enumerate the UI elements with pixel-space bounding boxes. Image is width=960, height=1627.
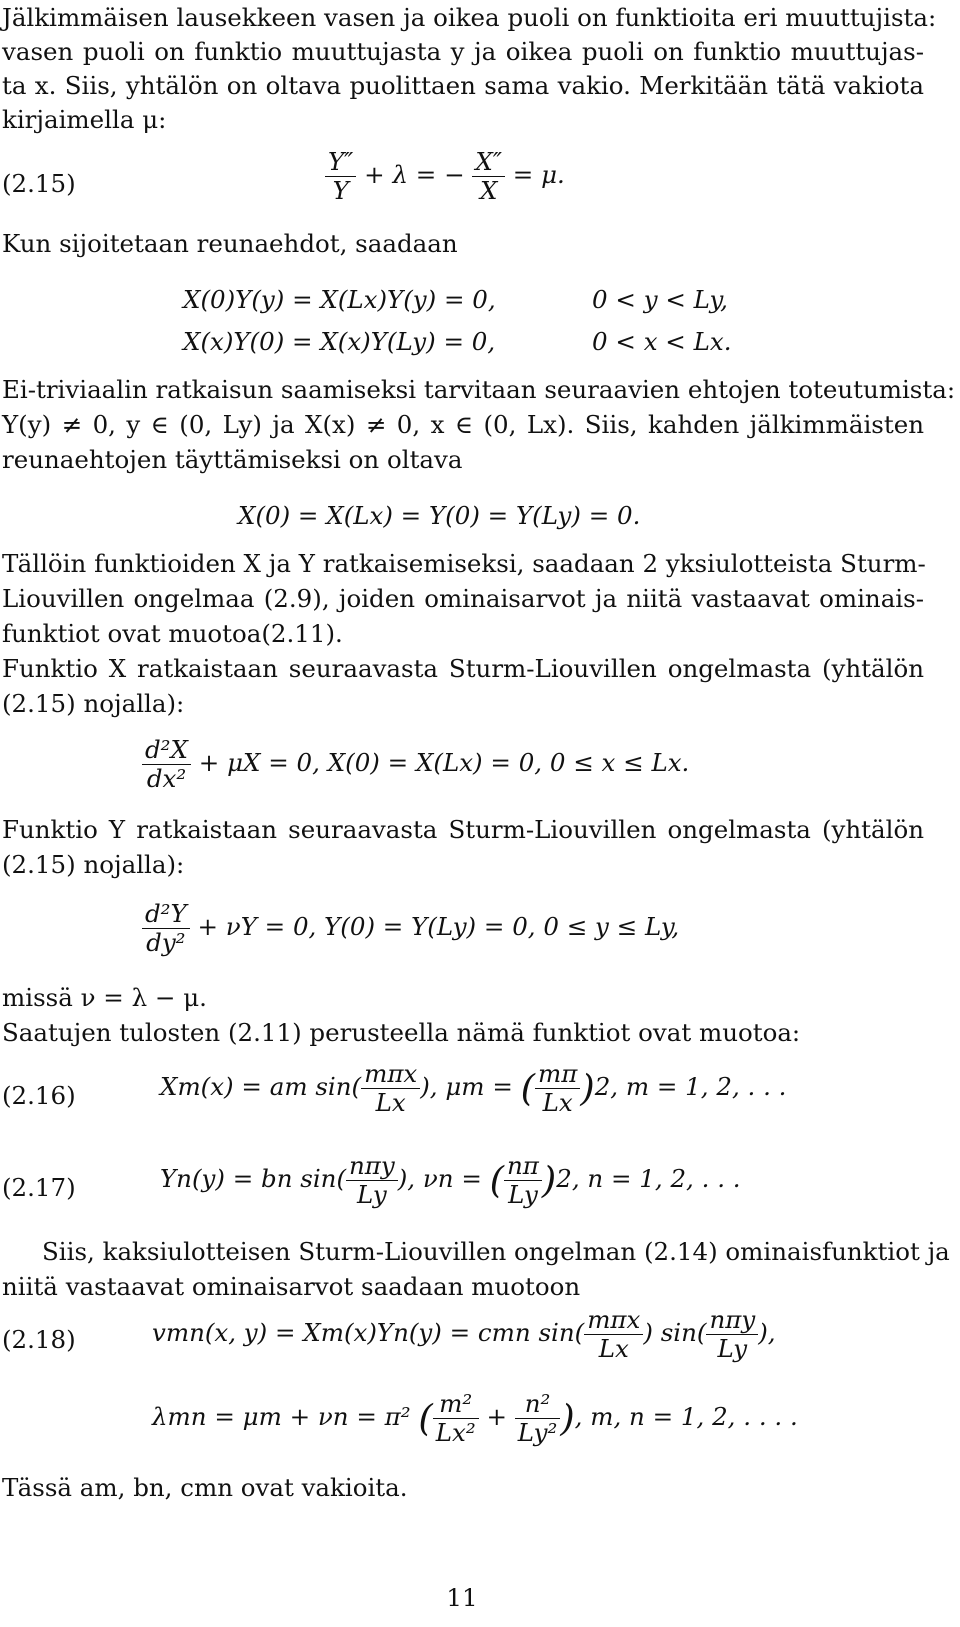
close-paren: ): [541, 1158, 557, 1202]
numerator: nπy: [706, 1306, 758, 1335]
equation-text: λmn = μm + νn = π²: [152, 1402, 411, 1432]
ode-y-equation: [142, 900, 679, 957]
paragraph-6-line-1: Funktio Y ratkaistaan seuraavasta Sturm-Liouvillen ongelmasta (yhtälön: [2, 815, 924, 844]
fraction-d2y-dy2: [142, 900, 190, 957]
paragraph-4-line-3: funktiot ovat muotoa(2.11).: [2, 619, 343, 648]
denominator: Lx: [598, 1334, 629, 1364]
close-paren: ): [560, 1396, 575, 1440]
fraction-npiy-over-ly: [346, 1152, 398, 1209]
paragraph-9-line-1: Siis, kaksiulotteisen Sturm-Liouvillen ongelman (2.14) ominaisfunktiot ja: [42, 1237, 950, 1266]
equation-text: Xm(x) = am sin(: [160, 1072, 362, 1102]
equation-2-18-line-2: [152, 1390, 798, 1447]
denominator: dy²: [146, 928, 186, 958]
denominator: Lx: [375, 1088, 406, 1118]
denominator: Lx²: [435, 1418, 476, 1448]
numerator: d²Y: [142, 900, 190, 929]
paragraph-1-line-4: kirjaimella μ:: [2, 105, 167, 134]
fraction-d2x-dx2: [142, 736, 191, 793]
paragraph-4-line-2: Liouvillen ongelmaa (2.9), joiden ominaisarvot ja niitä vastaavat ominais-: [2, 584, 924, 613]
boundary-condition-combined: X(0) = X(Lx) = Y(0) = Y(Ly) = 0.: [238, 501, 641, 530]
fraction-mpix-over-lx: [584, 1306, 643, 1363]
page-number: 11: [446, 1583, 478, 1612]
equation-2-18-line-1: [152, 1306, 776, 1363]
denominator: X: [479, 176, 498, 206]
equation-text: + μX = 0, X(0) = X(Lx) = 0, 0 ≤ x ≤ Lx.: [198, 748, 690, 778]
boundary-condition-2: X(x)Y(0) = X(x)Y(Ly) = 0,: [183, 327, 496, 356]
numerator: nπy: [346, 1152, 398, 1181]
equation-text: ) sin(: [643, 1318, 707, 1348]
paragraph-7: missä ν = λ − μ.: [2, 983, 207, 1012]
equation-number-2-17: (2.17): [2, 1173, 76, 1202]
equation-text: ),: [758, 1318, 776, 1348]
paragraph-3-line-1: Ei-triviaalin ratkaisun saamiseksi tarvitaan seuraavien ehtojen toteutumista:: [2, 375, 956, 404]
equation-text: ), νn =: [397, 1164, 482, 1194]
fraction-mpi-over-lx: [535, 1060, 580, 1117]
equation-text: + λ = −: [364, 160, 465, 190]
paragraph-10: Tässä am, bn, cmn ovat vakioita.: [2, 1473, 408, 1502]
equation-text: = μ.: [512, 160, 565, 190]
fraction-m2-over-lx2: [433, 1390, 479, 1447]
fraction-y-second-over-y: [325, 148, 356, 205]
paragraph-9-line-2: niitä vastaavat ominaisarvot saadaan muotoon: [2, 1272, 581, 1301]
paragraph-5-line-2: (2.15) nojalla):: [2, 689, 185, 718]
paragraph-1-line-1: Jälkimmäisen lausekkeen vasen ja oikea puoli on funktioita eri muuttujista:: [2, 3, 937, 32]
open-paren: (: [418, 1396, 433, 1440]
numerator: n²: [515, 1390, 561, 1419]
numerator: X″: [472, 148, 505, 177]
denominator: dx²: [146, 764, 187, 794]
equation-text: + νY = 0, Y(0) = Y(Ly) = 0, 0 ≤ y ≤ Ly,: [197, 912, 680, 942]
boundary-condition-1: X(0)Y(y) = X(Lx)Y(y) = 0,: [183, 285, 496, 314]
paragraph-6-line-2: (2.15) nojalla):: [2, 850, 185, 879]
equation-text: ), μm =: [420, 1072, 513, 1102]
numerator: mπx: [584, 1306, 643, 1335]
denominator: Y: [332, 176, 349, 206]
equation-number-2-15: (2.15): [2, 169, 76, 198]
fraction-npiy-over-ly: [706, 1306, 758, 1363]
paragraph-3-line-3: reunaehtojen täyttämiseksi on oltava: [2, 445, 463, 474]
equation-text: , m, n = 1, 2, . . . .: [574, 1402, 798, 1432]
fraction-npi-over-ly: [504, 1152, 542, 1209]
numerator: nπ: [504, 1152, 542, 1181]
denominator: Lx: [542, 1088, 573, 1118]
boundary-condition-2-range: 0 < x < Lx.: [592, 327, 732, 356]
boundary-condition-1-range: 0 < y < Ly,: [592, 285, 728, 314]
denominator: Ly²: [517, 1418, 558, 1448]
equation-number-2-18: (2.18): [2, 1325, 76, 1354]
denominator: Ly: [717, 1334, 748, 1364]
equation-text: 2, n = 1, 2, . . .: [556, 1164, 741, 1194]
equation-text: +: [486, 1402, 507, 1432]
equation-2-15: [325, 148, 565, 205]
fraction-n2-over-ly2: [515, 1390, 561, 1447]
paragraph-4-line-1: Tällöin funktioiden X ja Y ratkaisemiseksi, saadaan 2 yksiulotteista Sturm-: [2, 549, 926, 578]
numerator: Y″: [325, 148, 356, 177]
equation-2-17: [160, 1152, 741, 1209]
fraction-mpix-over-lx: [361, 1060, 420, 1117]
numerator: mπ: [535, 1060, 580, 1089]
paragraph-8: Saatujen tulosten (2.11) perusteella nämä funktiot ovat muotoa:: [2, 1018, 801, 1047]
paragraph-5-line-1: Funktio X ratkaistaan seuraavasta Sturm-Liouvillen ongelmasta (yhtälön: [2, 654, 924, 683]
equation-text: vmn(x, y) = Xm(x)Yn(y) = cmn sin(: [152, 1318, 585, 1348]
open-paren: (: [520, 1066, 535, 1110]
fraction-x-second-over-x: [472, 148, 505, 205]
paragraph-3-line-2: Y(y) ≠ 0, y ∈ (0, Ly) ja X(x) ≠ 0, x ∈ (0, Lx). Siis, kahden jälkimmäisten: [2, 410, 924, 439]
denominator: Ly: [357, 1180, 387, 1210]
close-paren: ): [580, 1066, 595, 1110]
open-paren: (: [489, 1158, 505, 1202]
equation-text: 2, m = 1, 2, . . .: [594, 1072, 787, 1102]
equation-text: Yn(y) = bn sin(: [160, 1164, 347, 1194]
numerator: d²X: [142, 736, 191, 765]
ode-x-equation: [142, 736, 689, 793]
numerator: m²: [433, 1390, 479, 1419]
paragraph-1-line-3: ta x. Siis, yhtälön on oltava puolittaen sama vakio. Merkitään tätä vakiota: [2, 71, 924, 100]
equation-2-16: [160, 1060, 786, 1117]
paragraph-2: Kun sijoitetaan reunaehdot, saadaan: [2, 229, 458, 258]
paragraph-1-line-2: vasen puoli on funktio muuttujasta y ja oikea puoli on funktio muuttujas-: [2, 37, 924, 66]
numerator: mπx: [361, 1060, 420, 1089]
equation-number-2-16: (2.16): [2, 1081, 76, 1110]
denominator: Ly: [508, 1180, 538, 1210]
